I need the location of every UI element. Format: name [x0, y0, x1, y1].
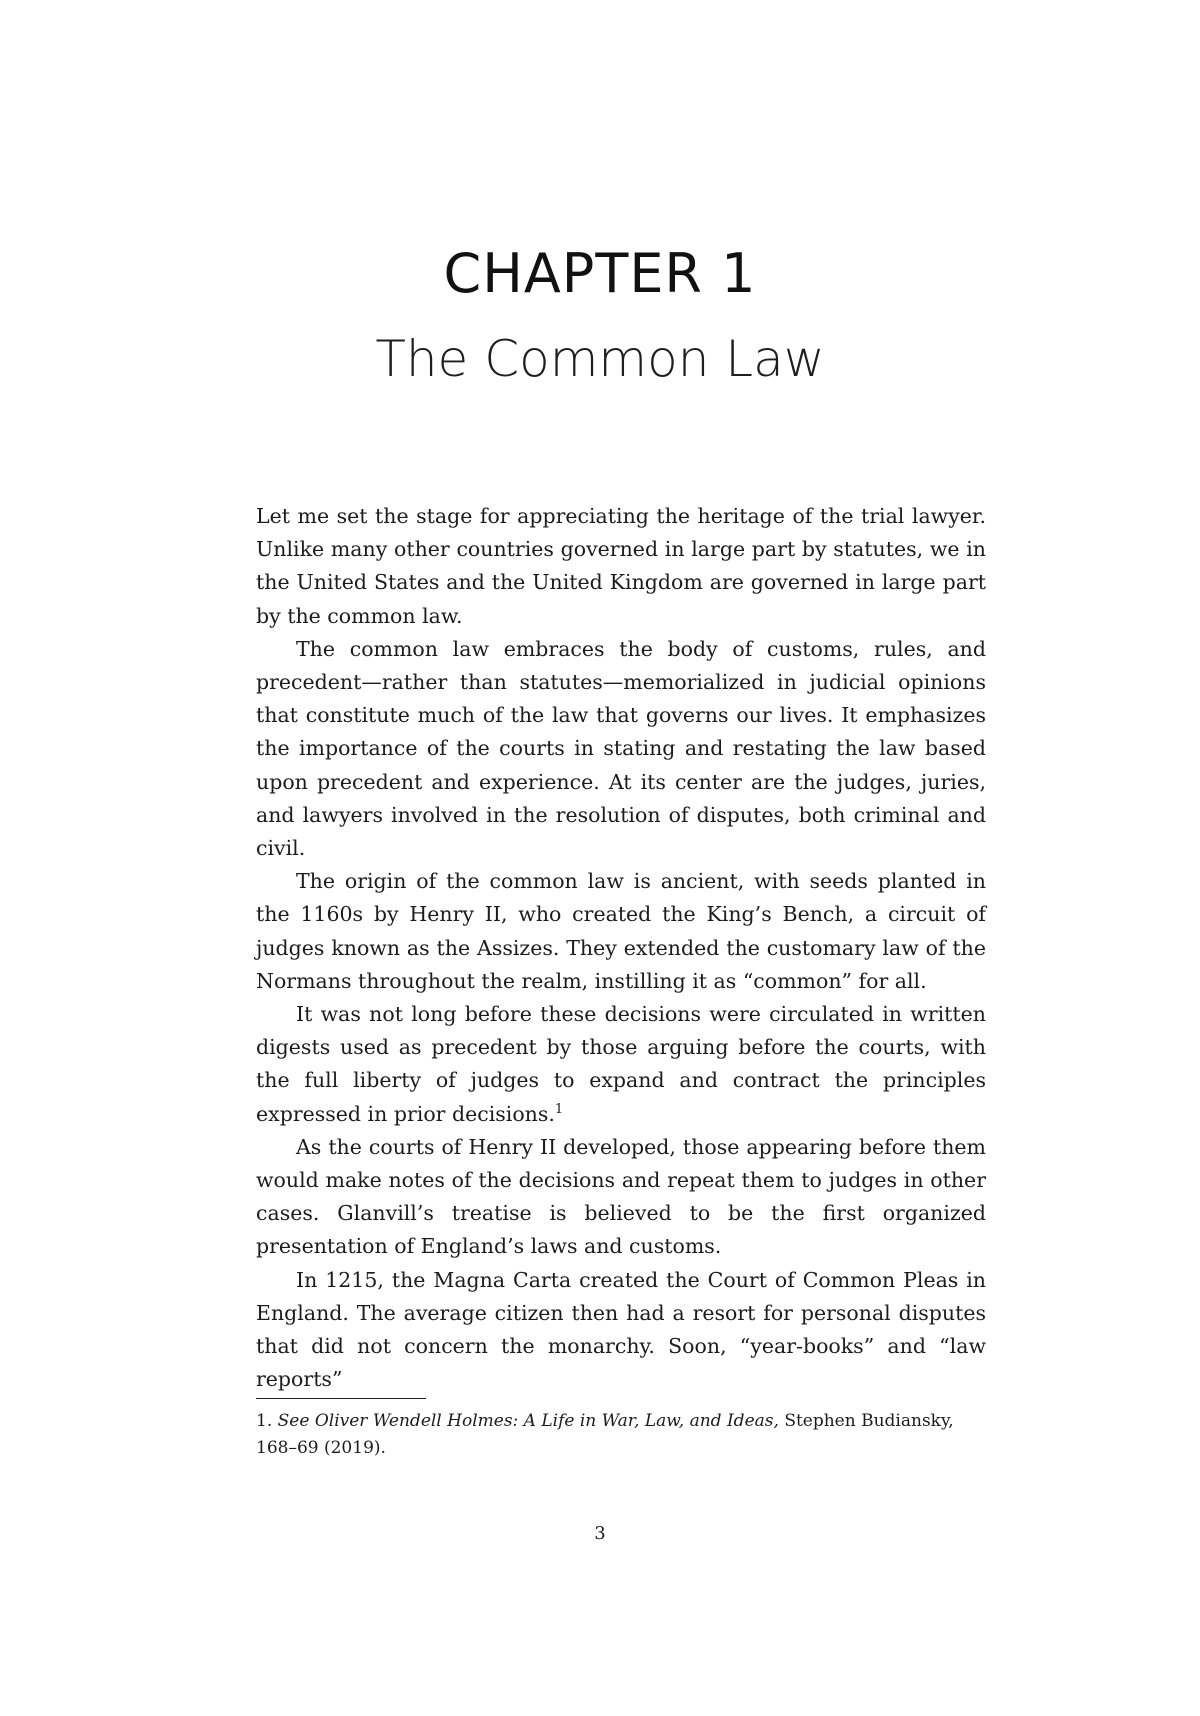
chapter-title: The Common Law [375, 330, 825, 388]
footnote-citation: Stephen Budiansky, 168–69 (2019). [256, 1411, 954, 1458]
paragraph-5: As the courts of Henry II developed, those appearing before them would make notes of the decisions and repeat them to judges in other cases. Glanvill’s treatise is believed to be the first organized presentation of England’s laws and customs. [256, 1134, 986, 1259]
footnote-signal: See [277, 1411, 310, 1431]
paragraph-3: The origin of the common law is ancient, with seeds planted in the 1160s by Henry II, who created the King’s Bench, a circuit of judges known as the Assizes. They extended the customary law of the Normans throughout the realm, instilling it as “common” for all. [256, 869, 986, 993]
paragraph-4 [256, 998, 986, 1131]
paragraph-2: The common law embraces the body of customs, rules, and precedent—rather than statutes—memorialized in judicial opinions that constitute much of the law that governs our lives. It emphasizes the importance of the courts in stating and restating the law based upon precedent and experience. At its center are the judges, juries, and lawyers involved in the resolution of disputes, both criminal and civil. [256, 636, 986, 861]
footnote-number: 1. [256, 1411, 273, 1431]
paragraph-6: In 1215, the Magna Carta created the Court of Common Pleas in England. The average citizen then had a resort for personal disputes that did not concern the monarchy. Soon, “year-books” and “law reports” [256, 1267, 986, 1392]
page-number: 3 [594, 1523, 606, 1544]
paragraph-4-text: It was not long before these decisions were circulated in written digests used as precedent by those arguing before the courts, with the full liberty of judges to expand and contract the principles expressed in prior decisions. [256, 1002, 986, 1126]
paragraph-1: Let me set the stage for appreciating the heritage of the trial lawyer. Unlike many other countries governed in large part by statutes, we in the United States and the United Kingdom are governed in large part by the common law. [256, 504, 986, 628]
footnote-reference[interactable]: 1 [554, 1101, 564, 1117]
footnote-work-title: Oliver Wendell Holmes: A Life in War, Law, and Ideas, [314, 1411, 779, 1431]
chapter-number: CHAPTER 1 [443, 242, 757, 305]
footnote-1 [256, 1408, 986, 1462]
footnote-divider [256, 1398, 426, 1399]
chapter-body [256, 500, 986, 1396]
